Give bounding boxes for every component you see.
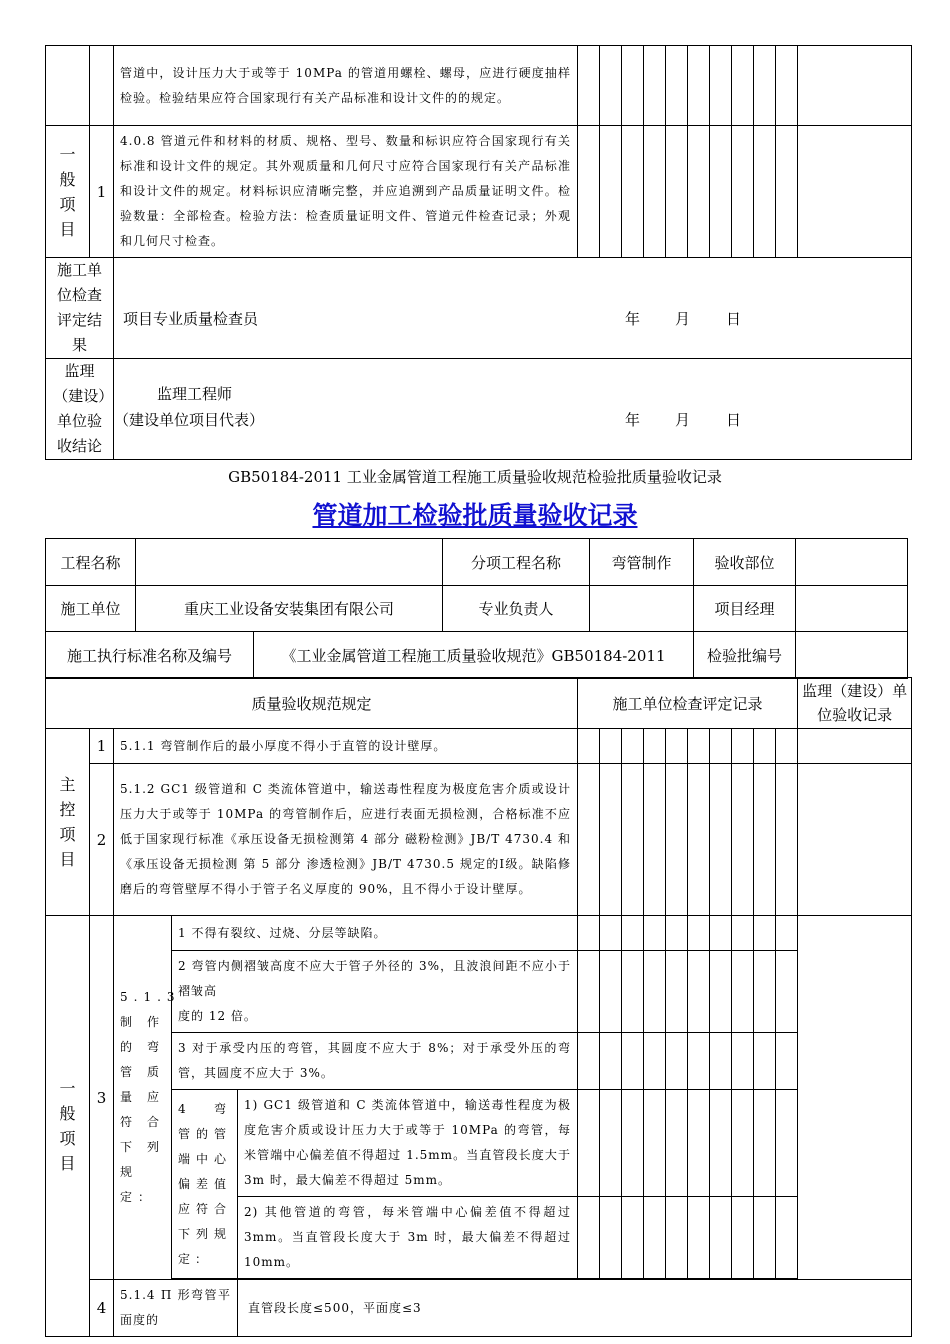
continued-text: 管道中，设计压力大于或等于 10MPa 的管道用螺栓、螺母，应进行硬度抽样检验。检验结果应符合国家现行有关产品标准和设计文件的的规定。 <box>114 46 578 126</box>
batch-number-value <box>796 632 908 679</box>
sub-item-text: 3 对于承受内压的弯管，其圆度不应大于 8%；对于承受外压的弯管，其圆度不应大于 3%。 <box>172 1033 578 1090</box>
item-text: 4.0.8 管道元件和材料的材质、规格、型号、数量和标识应符合国家现行有关标准和设计文件的规定。其外观质量和几何尺寸应符合国家现行有关产品标准和设计文件的规定。材料标识应清晰完整，并应追溯到产品质量证明文件。检验数量：全部检查。检验方法：检查质量证明文件、管道元件检查记录；外观和几何尺寸检查。 <box>114 126 578 258</box>
acceptance-part-value <box>796 539 908 586</box>
supervisor-column-header: 监理（建设）单位验收记录 <box>798 678 912 729</box>
spec-column-header: 质量验收规范规定 <box>46 678 578 729</box>
item-number: 4 <box>90 1280 114 1337</box>
sub-item-text: 2) 其他管道的弯管，每米管端中心偏差值不得超过 3mm。当直管段长度大于 3m 时，最大偏差不得超过 10mm。 <box>238 1197 578 1279</box>
standard-subtitle: GB50184-2011 工业金属管道工程施工质量验收规范检验批质量验收记录 <box>228 468 722 486</box>
page-title: 管道加工检验批质量验收记录 <box>312 501 638 530</box>
contractor-result-label: 施工单位检查评定结果 <box>46 258 114 359</box>
owner-representative-label: （建设单位项目代表） <box>114 411 265 429</box>
sub-project-label: 分项工程名称 <box>443 539 590 586</box>
item-text: 5.1.1 弯管制作后的最小厚度不得小于直管的设计壁厚。 <box>114 729 578 764</box>
item-criterion: 直管段长度≤500，平面度≤3 <box>238 1280 912 1337</box>
sub-item-text: 1) GC1 级管道和 C 类流体管道中，输送毒性程度为极度危害介质或设计压力大于或等于 10MPa 的弯管，每米管端中心偏差值不得超过 1.5mm。当直管段长度大于 3m 时，最大偏差不得超过 5mm。 <box>238 1090 578 1197</box>
table-row <box>46 729 912 764</box>
general-items-label: 一般项目 <box>46 126 90 258</box>
general-items-label: 一般项目 <box>46 916 90 1337</box>
year-label: 年 <box>625 411 641 429</box>
item-number: 1 <box>90 126 114 258</box>
month-label: 月 <box>675 310 691 328</box>
quality-inspector-label: 项目专业质量检查员 <box>123 310 259 328</box>
table-row <box>46 1033 912 1090</box>
project-manager-label: 项目经理 <box>694 586 796 632</box>
items-table <box>45 677 912 1337</box>
contractor-value: 重庆工业设备安装集团有限公司 <box>136 586 443 632</box>
table-row <box>46 916 912 951</box>
sub-item-text: 2 弯管内侧褶皱高度不应大于管子外径的 3%，且波浪间距不应小于褶皱高 度的 12 倍。 <box>172 951 578 1033</box>
form-header-table <box>45 538 908 679</box>
sub-project-value: 弯管制作 <box>590 539 694 586</box>
sub-item-heading: 4 弯管的管端中心偏差值应符合下列规定： <box>172 1090 238 1279</box>
table-row <box>46 1090 912 1197</box>
item-number: 1 <box>90 729 114 764</box>
standard-label: 施工执行标准名称及编号 <box>46 632 254 679</box>
supervising-engineer-label: 监理工程师 <box>157 385 233 403</box>
contractor-result-row <box>46 258 912 359</box>
table-row <box>46 126 912 258</box>
table-row <box>46 764 912 916</box>
project-name-label: 工程名称 <box>46 539 136 586</box>
top-table <box>45 45 912 460</box>
table-row <box>46 1280 912 1337</box>
batch-number-label: 检验批编号 <box>694 632 796 679</box>
main-control-label: 主控项目 <box>46 729 90 916</box>
item-number: 3 <box>90 916 114 1280</box>
day-label: 日 <box>726 411 742 429</box>
sub-item-text: 1 不得有裂纹、过烧、分层等缺陷。 <box>172 916 578 951</box>
supervisor-result-row <box>46 359 912 460</box>
column-header-row <box>46 678 912 729</box>
project-name-value <box>136 539 443 586</box>
professional-lead-label: 专业负责人 <box>443 586 590 632</box>
contractor-column-header: 施工单位检查评定记录 <box>578 678 798 729</box>
day-label: 日 <box>726 310 742 328</box>
supervisor-result-label: 监理（建设）单位验收结论 <box>46 359 114 460</box>
acceptance-part-label: 验收部位 <box>694 539 796 586</box>
month-label: 月 <box>675 411 691 429</box>
table-row <box>46 46 912 126</box>
item-text: 5.1.2 GC1 级管道和 C 类流体管道中，输送毒性程度为极度危害介质或设计压力大于或等于 10MPa 的弯管制作后，应进行表面无损检测，合格标准不应低于国家现行标准《承压设备无损检测第 4 部分 磁粉检测》JB/T 4730.4 和《承压设备无损检测 第 5 部分 渗透检测》JB/T 4730.5 规定的Ⅰ级。缺陷修磨后的弯管壁厚不得小于管子名义厚度的 90%，且不得小于设计壁厚。 <box>114 764 578 916</box>
item-number: 2 <box>90 764 114 916</box>
item-heading: 5.1.3 制作的弯管质量应符合下列规定： <box>114 916 172 1280</box>
professional-lead-value <box>590 586 694 632</box>
year-label: 年 <box>625 310 641 328</box>
project-manager-value <box>796 586 908 632</box>
standard-value: 《工业金属管道工程施工质量验收规范》GB50184-2011 <box>254 632 694 679</box>
contractor-label: 施工单位 <box>46 586 136 632</box>
item-text: 5.1.4 Π 形弯管平面度的 <box>114 1280 238 1337</box>
